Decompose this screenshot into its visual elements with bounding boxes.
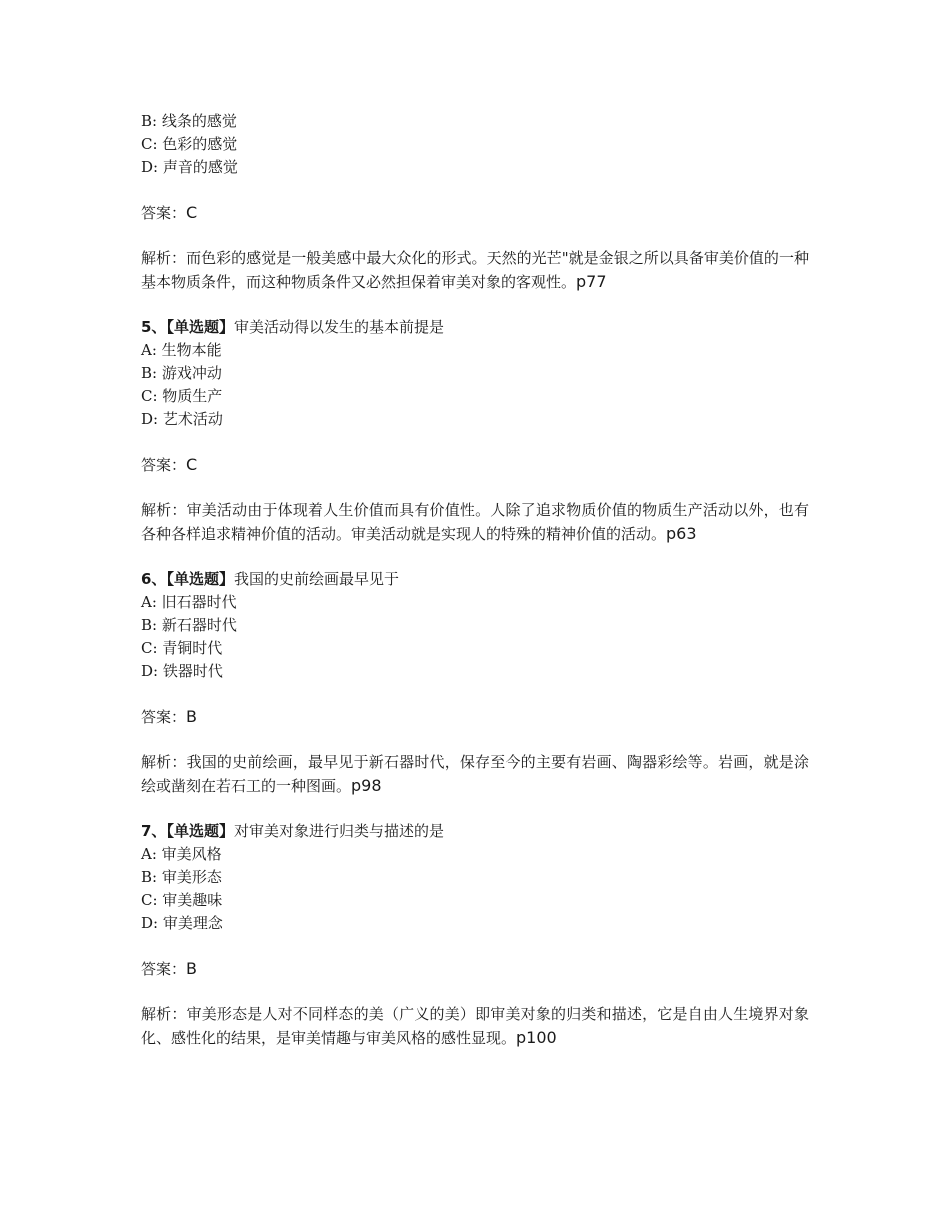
option-c: C: 物质生产: [141, 387, 223, 405]
option-b: B: 线条的感觉: [141, 112, 237, 130]
option-a: A: 审美风格: [141, 845, 222, 863]
answer-value: B: [186, 959, 197, 978]
option-c: C: 审美趣味: [141, 891, 223, 909]
page-ref: p63: [666, 524, 697, 543]
question-number: 6、: [141, 570, 167, 588]
question-stem: 对审美对象进行归类与描述的是: [233, 822, 444, 840]
answer-value: C: [186, 203, 198, 222]
option-b: B: 新石器时代: [141, 616, 237, 634]
option-d: D: 声音的感觉: [141, 158, 238, 176]
answer-line: [141, 957, 809, 981]
answer-line: [141, 201, 809, 225]
analysis-body: 审美形态是人对不同样态的美（广义的美）即审美对象的归类和描述，它是自由人生境界对象化、感性化的结果，是审美情趣与审美风格的感性显现。: [141, 1005, 809, 1047]
question-title: [141, 316, 809, 339]
option-b: B: 游戏冲动: [141, 364, 222, 382]
question-6: [141, 568, 809, 798]
option-d: D: 艺术活动: [141, 410, 223, 428]
answer-value: C: [186, 455, 198, 474]
answer-label: 答案：: [141, 204, 187, 222]
analysis-body: 审美活动由于体现着人生价值而具有价值性。人除了追求物质价值的物质生产活动以外，也有各种各样追求精神价值的活动。审美活动就是实现人的特殊的精神价值的活动。: [141, 501, 809, 543]
question-type: 【单选题】: [166, 570, 234, 588]
analysis-text: [141, 1003, 809, 1050]
question-7: [141, 820, 809, 1050]
analysis-body: 我国的史前绘画，最早见于新石器时代，保存至今的主要有岩画、陶器彩绘等。岩画，就是涂绘或凿刻在若石工的一种图画。: [141, 753, 809, 795]
answer-line: [141, 705, 809, 729]
answer-value: B: [186, 707, 197, 726]
question-5: [141, 316, 809, 546]
option-b: B: 审美形态: [141, 868, 222, 886]
question-number: 7、: [141, 822, 167, 840]
answer-label: 答案：: [141, 960, 187, 978]
option-d: D: 铁器时代: [141, 662, 223, 680]
option-a: A: 生物本能: [141, 341, 222, 359]
option-c: C: 色彩的感觉: [141, 135, 238, 153]
analysis-label: 解析：: [141, 753, 187, 771]
question-stem: 我国的史前绘画最早见于: [233, 570, 399, 588]
question-4-tail: [141, 110, 809, 294]
analysis-label: 解析：: [141, 249, 187, 267]
page-ref: p98: [351, 776, 382, 795]
question-type: 【单选题】: [166, 822, 234, 840]
question-type: 【单选题】: [166, 318, 234, 336]
answer-label: 答案：: [141, 456, 187, 474]
option-d: D: 审美理念: [141, 914, 223, 932]
answer-line: [141, 453, 809, 477]
answer-label: 答案：: [141, 708, 187, 726]
analysis-label: 解析：: [141, 501, 187, 519]
question-stem: 审美活动得以发生的基本前提是: [233, 318, 444, 336]
document-page: [141, 110, 809, 1050]
analysis-label: 解析：: [141, 1005, 187, 1023]
question-title: [141, 820, 809, 843]
analysis-text: [141, 247, 809, 294]
analysis-body: 而色彩的感觉是一般美感中最大众化的形式。天然的光芒"就是金银之所以具备审美价值的一种基本物质条件，而这种物质条件又必然担保着审美对象的客观性。: [141, 249, 809, 291]
page-ref: p100: [516, 1028, 557, 1047]
analysis-text: [141, 751, 809, 798]
question-number: 5、: [141, 318, 167, 336]
page-ref: p77: [576, 272, 607, 291]
analysis-text: [141, 499, 809, 546]
option-c: C: 青铜时代: [141, 639, 223, 657]
option-a: A: 旧石器时代: [141, 593, 237, 611]
question-title: [141, 568, 809, 591]
